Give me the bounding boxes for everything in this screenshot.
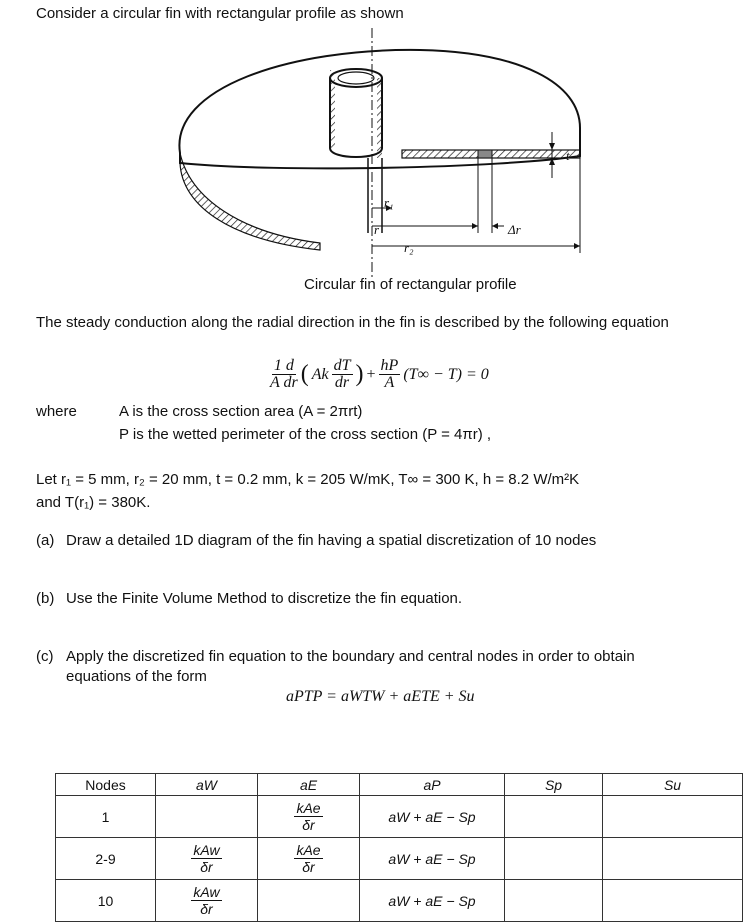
part-b-tag: (b)	[36, 590, 55, 607]
params-line2: and T(r₁) = 380K.	[36, 494, 151, 511]
cell-ap: aW + aE − Sp	[360, 880, 505, 922]
cell-su	[603, 838, 743, 880]
where-label: where	[36, 403, 77, 420]
cell-ae: $\frac{\text{kAe}}{\delta r}$	[258, 838, 360, 880]
part-b-text: Use the Finite Volume Method to discretize the fin equation.	[66, 590, 463, 607]
cell-sp	[505, 796, 603, 838]
cell-su	[603, 796, 743, 838]
header-su: Su	[603, 774, 743, 796]
cell-node: 1	[56, 796, 156, 838]
table-header-row	[56, 774, 743, 796]
header-aw: aW	[156, 774, 258, 796]
label-dr: Δr	[508, 222, 521, 237]
cell-ae: $\frac{\text{kAe}}{\delta r}$	[258, 796, 360, 838]
part-c-text2: equations of the form	[66, 668, 207, 685]
table-row	[56, 838, 743, 880]
coefficient-table	[55, 773, 743, 922]
fin-equation: $\frac{1 d}{\text{A dr}}$ ( Ak $\frac{dT}{dr}$ ) + $\frac{hP}{A}$ (T∞ − T) = 0	[270, 357, 489, 391]
cell-aw: $\frac{\text{kAw}}{\delta r}$	[156, 838, 258, 880]
cell-aw: $\frac{\text{kAw}}{\delta r}$	[156, 880, 258, 922]
cell-aw	[156, 796, 258, 838]
params-line1: Let r₁ = 5 mm, r₂ = 20 mm, t = 0.2 mm, k = 205 W/mK, T∞ = 300 K, h = 8.2 W/m²K	[36, 471, 580, 488]
where-line1: A is the cross section area (A = 2πrt)	[119, 403, 363, 420]
header-ae: aE	[258, 774, 360, 796]
part-c-tag: (c)	[36, 648, 54, 665]
label-t: t	[566, 148, 570, 163]
figure-caption: Circular fin of rectangular profile	[304, 276, 517, 293]
intro-text: Consider a circular fin with rectangular profile as shown	[36, 5, 404, 22]
tube	[330, 78, 382, 157]
cell-ap: aW + aE − Sp	[360, 838, 505, 880]
label-r2: r₂	[404, 240, 414, 255]
cell-ae	[258, 880, 360, 922]
label-r1: r₁	[384, 195, 394, 210]
form-equation: aPTP = aWTW + aETE + Su	[286, 688, 475, 705]
cell-su	[603, 880, 743, 922]
table-row	[56, 796, 743, 838]
part-a-tag: (a)	[36, 532, 55, 549]
table-row	[56, 880, 743, 922]
where-line2: P is the wetted perimeter of the cross section (P = 4πr) ,	[119, 426, 492, 443]
fin-diagram	[160, 28, 600, 278]
label-r: r	[374, 222, 380, 237]
cell-ap: aW + aE − Sp	[360, 796, 505, 838]
part-c-text1: Apply the discretized fin equation to the boundary and central nodes in order to obtain	[66, 648, 635, 665]
header-ap: aP	[360, 774, 505, 796]
cell-node: 10	[56, 880, 156, 922]
header-sp: Sp	[505, 774, 603, 796]
cell-sp	[505, 880, 603, 922]
part-a-text: Draw a detailed 1D diagram of the fin having a spatial discretization of 10 nodes	[66, 532, 597, 549]
cell-sp	[505, 838, 603, 880]
conduction-text: The steady conduction along the radial direction in the fin is described by the following equation	[36, 314, 669, 331]
header-nodes: Nodes	[56, 774, 156, 796]
cell-node: 2-9	[56, 838, 156, 880]
